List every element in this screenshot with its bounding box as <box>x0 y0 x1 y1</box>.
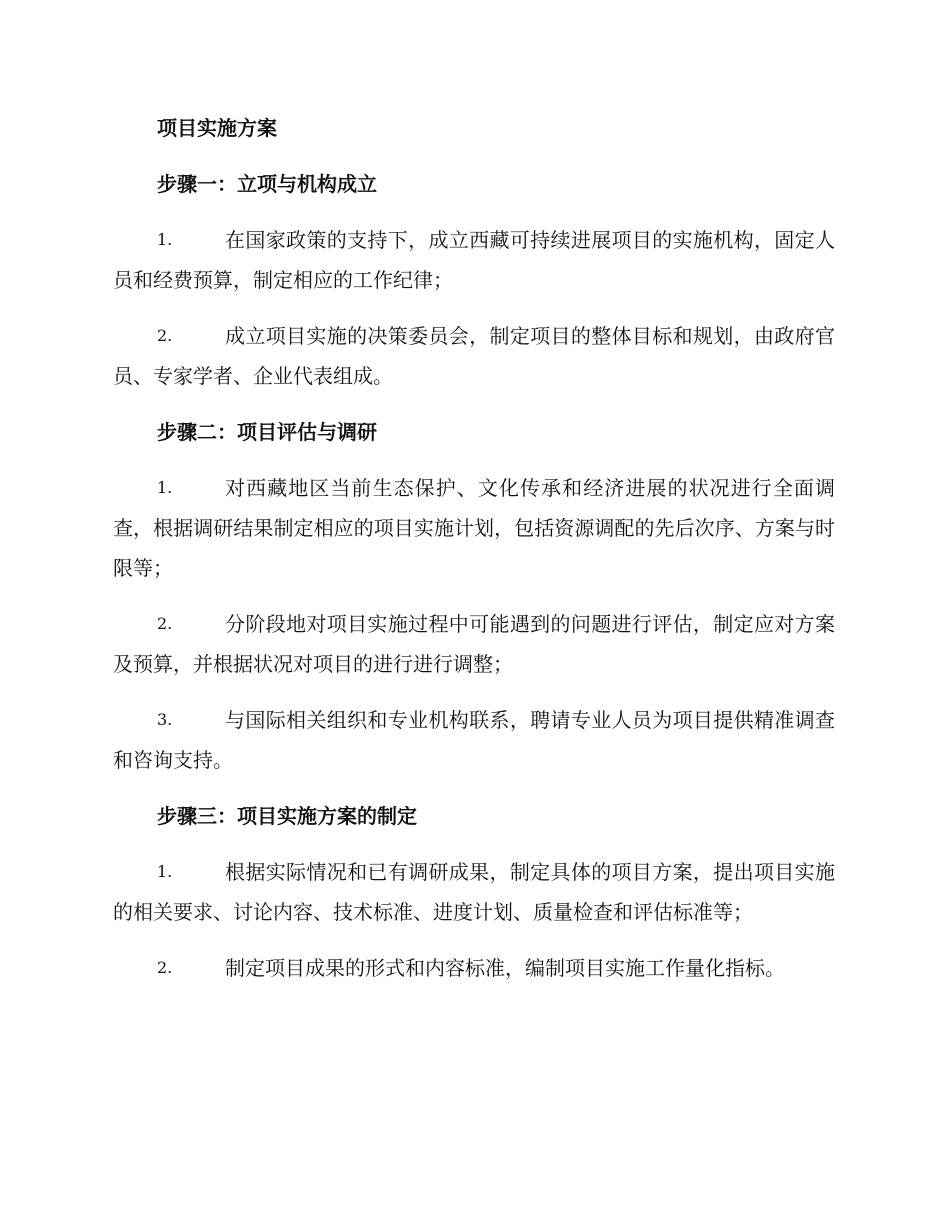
list-item-text: 与国际相关组织和专业机构联系，聘请专业人员为项目提供精准调查和咨询支持。 <box>113 708 835 772</box>
list-item <box>113 468 835 588</box>
list-item-number: 2. <box>157 958 173 977</box>
list-item <box>113 316 835 396</box>
list-item <box>113 948 835 988</box>
list-item-number: 1. <box>157 862 173 881</box>
document-content <box>113 108 835 1004</box>
list-item-number: 2. <box>157 326 173 345</box>
document-title: 项目实施方案 <box>157 116 277 140</box>
list-item-number: 3. <box>157 710 173 729</box>
list-item <box>113 700 835 780</box>
list-item <box>113 852 835 932</box>
step-heading: 步骤二：项目评估与调研 <box>157 420 377 444</box>
list-item-text: 制定项目成果的形式和内容标准，编制项目实施工作量化指标。 <box>225 956 785 980</box>
step-heading: 步骤一：立项与机构成立 <box>157 172 377 196</box>
list-item-text: 根据实际情况和已有调研成果，制定具体的项目方案，提出项目实施的相关要求、讨论内容、技术标准、进度计划、质量检查和评估标准等； <box>113 860 835 924</box>
step-heading: 步骤三：项目实施方案的制定 <box>157 804 417 828</box>
step-section <box>113 412 835 780</box>
list-item-text: 成立项目实施的决策委员会，制定项目的整体目标和规划，由政府官员、专家学者、企业代表组成。 <box>113 324 835 388</box>
list-item <box>113 220 835 300</box>
list-item-number: 1. <box>157 478 173 497</box>
list-item-text: 分阶段地对项目实施过程中可能遇到的问题进行评估，制定应对方案及预算，并根据状况对项目的进行进行调整； <box>113 612 835 676</box>
list-item-text: 在国家政策的支持下，成立西藏可持续进展项目的实施机构，固定人员和经费预算，制定相应的工作纪律； <box>113 228 835 292</box>
list-item-number: 1. <box>157 230 173 249</box>
step-section <box>113 796 835 988</box>
step-section <box>113 164 835 396</box>
list-item-number: 2. <box>157 614 173 633</box>
list-item-text: 对西藏地区当前生态保护、文化传承和经济进展的状况进行全面调查，根据调研结果制定相应的项目实施计划，包括资源调配的先后次序、方案与时限等； <box>113 476 835 580</box>
list-item <box>113 604 835 684</box>
